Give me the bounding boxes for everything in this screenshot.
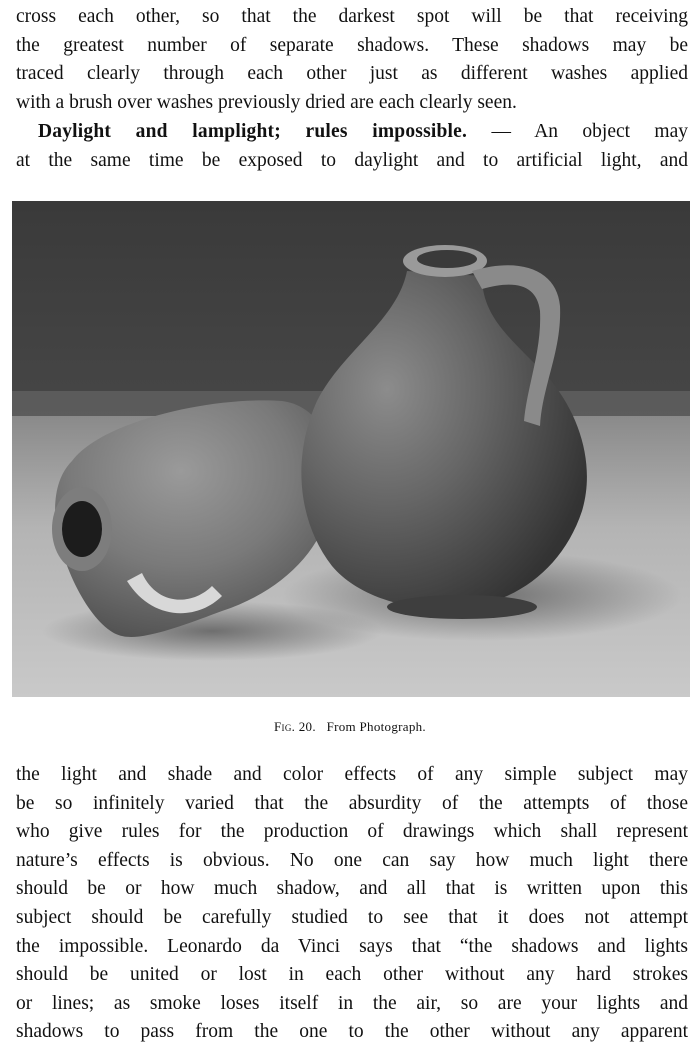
text-line: or lines; as smoke loses itself in the air, so are your lights and [16, 992, 688, 1014]
text-line: who give rules for the production of drawings which shall represent [16, 821, 688, 843]
text-line: should be or how much shadow, and all that is written upon this [16, 878, 688, 900]
figure-photograph [12, 201, 690, 697]
text-line: should be united or lost in each other without any hard strokes [16, 964, 688, 986]
text-line: at the same time be exposed to daylight and to artificial light, and [16, 149, 688, 171]
text-line: the light and shade and color effects of any simple subject may [16, 764, 688, 785]
paragraph-daylight-lamplight [16, 118, 688, 175]
figure-number: Fig. 20. [274, 719, 316, 734]
text-line: be so infinitely varied that the absurdity of the attempts of those [16, 792, 688, 814]
text-line: the impossible. Leonardo da Vinci says that “the shadows and lights [16, 935, 688, 957]
text-line: with a brush over washes previously dried are each clearly seen. [16, 91, 517, 113]
text-line: the greatest number of separate shadows. These shadows may be [16, 34, 688, 56]
text-line [16, 118, 688, 147]
paragraph-light-shade-effects [16, 761, 688, 1047]
heading-continuation: — An object may [467, 121, 688, 142]
figure-caption [0, 719, 700, 735]
text-line: traced clearly through each other just as different washes applied [16, 63, 688, 85]
section-heading: Daylight and lamplight; rules impossible. [38, 121, 468, 142]
figure-caption-text: From Photograph. [326, 719, 426, 734]
paragraph-shadows [16, 3, 688, 117]
text-line: cross each other, so that the darkest spot will be that receiving [16, 6, 688, 27]
text-line: subject should be carefully studied to see that it does not attempt [16, 906, 688, 928]
photograph-jugs [12, 201, 690, 697]
text-line: shadows to pass from the one to the other without any apparent [16, 1021, 688, 1043]
text-line: nature’s effects is obvious. No one can say how much light there [16, 849, 688, 871]
